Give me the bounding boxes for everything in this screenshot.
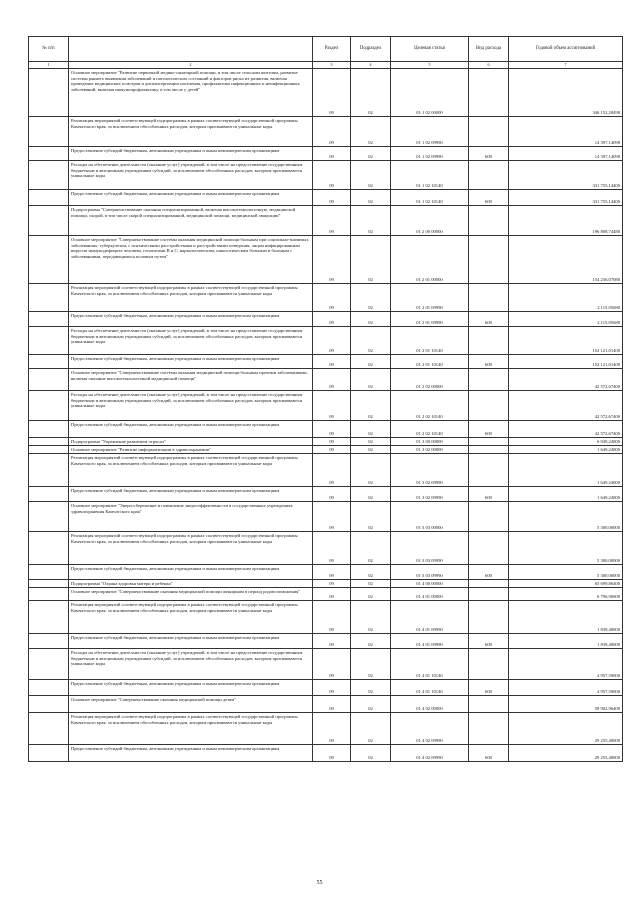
- table-row: [29, 601, 623, 634]
- cell-podrazdel: 02: [351, 696, 391, 713]
- cell-name: Основное мероприятие "Развитие первичной медико-санитарной помощи, в том числе сельским жителям, развитие системы раннего выявления заболеваний и патологических состояний и факторов риска их развития, включая проведение медицинских осмотров и диспансеризации населения, профилактика инфекционных и неинфекционных заболеваний, включая иммунопрофилактику, в том числе у детей": [69, 69, 313, 117]
- col-number: 7: [509, 62, 623, 69]
- cell-target-article: 01 1 02 09990: [391, 147, 469, 161]
- cell-name: Подпрограмма "Охрана здоровья матери и ребенка": [69, 580, 313, 588]
- header-razdel: Раздел: [313, 37, 351, 62]
- cell-name: Основное мероприятие "Энергосбережение и повышение энергоэффективности в государственных учреждениях здравоохранения Камчатского края": [69, 502, 313, 532]
- table-row: [29, 565, 623, 580]
- cell-expense-type: [469, 502, 509, 532]
- cell-name: Подпрограмма "Управление развитием отрасли": [69, 438, 313, 446]
- cell-podrazdel: 02: [351, 284, 391, 312]
- cell-target-article: 01 3 02 09990: [391, 487, 469, 502]
- cell-expense-type: [469, 391, 509, 421]
- cell-razdel: 09: [313, 327, 351, 355]
- cell-razdel: 09: [313, 147, 351, 161]
- cell-podrazdel: 02: [351, 649, 391, 680]
- cell-annual-volume: 58 902,96400: [509, 696, 623, 713]
- cell-no: [29, 580, 69, 588]
- table-row: [29, 236, 623, 284]
- cell-podrazdel: 02: [351, 713, 391, 745]
- table-row: [29, 355, 623, 369]
- cell-podrazdel: 02: [351, 565, 391, 580]
- cell-name: Предоставление субсидий бюджетным, автономным учреждениям и иным некоммерческим организациям: [69, 190, 313, 206]
- cell-name: Предоставление субсидий бюджетным, автономным учреждениям и иным некоммерческим организациям: [69, 565, 313, 580]
- cell-no: [29, 369, 69, 391]
- cell-target-article: 01 2 02 10140: [391, 421, 469, 438]
- cell-target-article: 01 2 02 10140: [391, 391, 469, 421]
- cell-name: Предоставление субсидий бюджетным, автономным учреждениям и иным некоммерческим организациям: [69, 312, 313, 327]
- cell-name: Предоставление субсидий бюджетным, автономным учреждениям и иным некоммерческим организациям: [69, 745, 313, 762]
- column-number-row: [29, 62, 623, 69]
- cell-podrazdel: 02: [351, 161, 391, 190]
- cell-name: Основное мероприятие "Совершенствование системы оказания медицинской помощи больным прочими заболеваниями, включая оказание высокотехнологичной медицинской помощи": [69, 369, 313, 391]
- cell-razdel: 09: [313, 713, 351, 745]
- cell-name: Основное мероприятие "Совершенствование системы оказания медицинской помощи больным при социально-значимых заболеваниях: туберкулезом, с психическими расстройствами и расстройствами поведения, лицам инфицированным вирусом иммунодефицита человека, гепатитами В и С, наркологическим, онкологическим больным и больным с заболеваниями, передающимися половым путем": [69, 236, 313, 284]
- cell-no: [29, 532, 69, 565]
- cell-annual-volume: 2 115,05680: [509, 312, 623, 327]
- cell-annual-volume: 152 121,01400: [509, 327, 623, 355]
- header-expense-type: Вид расхода: [469, 37, 509, 62]
- cell-no: [29, 117, 69, 147]
- cell-annual-volume: 65 699,86400: [509, 580, 623, 588]
- cell-target-article: 01 4 01 09990: [391, 634, 469, 649]
- cell-annual-volume: 29 255,40000: [509, 745, 623, 762]
- cell-razdel: 09: [313, 454, 351, 487]
- cell-podrazdel: 02: [351, 312, 391, 327]
- cell-razdel: 09: [313, 161, 351, 190]
- cell-no: [29, 438, 69, 446]
- cell-podrazdel: 02: [351, 446, 391, 454]
- cell-name: Основное мероприятие "Совершенствование оказания медицинской помощи детям": [69, 696, 313, 713]
- cell-name: Реализация мероприятий соответствующей подпрограммы в рамках соответствующей государственной программы Камчатского края, за исключением обособленных расходов, которым присваиваются уникальные коды: [69, 284, 313, 312]
- cell-podrazdel: 02: [351, 487, 391, 502]
- cell-razdel: 09: [313, 502, 351, 532]
- cell-expense-type: [469, 117, 509, 147]
- cell-expense-type: [469, 601, 509, 634]
- cell-annual-volume: 6 949,24000: [509, 438, 623, 446]
- cell-razdel: 09: [313, 745, 351, 762]
- col-number: 6: [469, 62, 509, 69]
- cell-no: [29, 190, 69, 206]
- cell-expense-type: 600: [469, 680, 509, 696]
- table-row: [29, 580, 623, 588]
- cell-expense-type: 600: [469, 745, 509, 762]
- table-row: [29, 284, 623, 312]
- cell-annual-volume: 5 300,00000: [509, 532, 623, 565]
- cell-target-article: 01 2 01 00000: [391, 236, 469, 284]
- table-row: [29, 147, 623, 161]
- cell-expense-type: [469, 446, 509, 454]
- cell-expense-type: 600: [469, 312, 509, 327]
- cell-expense-type: 600: [469, 190, 509, 206]
- cell-expense-type: [469, 69, 509, 117]
- cell-expense-type: [469, 580, 509, 588]
- cell-podrazdel: 02: [351, 502, 391, 532]
- cell-target-article: 01 4 02 00000: [391, 696, 469, 713]
- cell-no: [29, 502, 69, 532]
- table-row: [29, 649, 623, 680]
- cell-target-article: 01 3 03 09990: [391, 565, 469, 580]
- cell-target-article: 01 2 01 09990: [391, 284, 469, 312]
- cell-target-article: 01 4 02 09990: [391, 745, 469, 762]
- cell-target-article: 01 2 00 00000: [391, 206, 469, 236]
- cell-annual-volume: 196 808,74480: [509, 206, 623, 236]
- cell-razdel: 09: [313, 312, 351, 327]
- cell-podrazdel: 02: [351, 634, 391, 649]
- cell-podrazdel: 02: [351, 438, 391, 446]
- cell-target-article: 01 4 02 09990: [391, 713, 469, 745]
- cell-podrazdel: 02: [351, 532, 391, 565]
- cell-no: [29, 634, 69, 649]
- cell-target-article: 01 4 01 10140: [391, 649, 469, 680]
- cell-razdel: 09: [313, 236, 351, 284]
- cell-annual-volume: 1 649,24000: [509, 446, 623, 454]
- cell-no: [29, 680, 69, 696]
- cell-podrazdel: 02: [351, 588, 391, 601]
- cell-podrazdel: 02: [351, 680, 391, 696]
- cell-razdel: 09: [313, 117, 351, 147]
- cell-annual-volume: 14 397,14098: [509, 147, 623, 161]
- cell-annual-volume: 152 121,01400: [509, 355, 623, 369]
- cell-razdel: 09: [313, 588, 351, 601]
- cell-podrazdel: 02: [351, 745, 391, 762]
- cell-name: Реализация мероприятий соответствующей подпрограммы в рамках соответствующей государственной программы Камчатского края, за исключением обособленных расходов, которым присваиваются уникальные коды: [69, 117, 313, 147]
- cell-razdel: 09: [313, 565, 351, 580]
- cell-razdel: 09: [313, 369, 351, 391]
- cell-podrazdel: 02: [351, 117, 391, 147]
- cell-target-article: 01 1 02 09990: [391, 117, 469, 147]
- cell-no: [29, 206, 69, 236]
- cell-annual-volume: 4 957,50000: [509, 680, 623, 696]
- cell-name: Подпрограмма "Совершенствование оказания специализированной, включая высокотехнологичную, медицинской помощи, скорой, в том числе скорой специализированной, медицинской помощи, медицинской эвакуации": [69, 206, 313, 236]
- cell-target-article: 01 1 02 10140: [391, 161, 469, 190]
- cell-razdel: 09: [313, 438, 351, 446]
- cell-no: [29, 312, 69, 327]
- cell-razdel: 09: [313, 487, 351, 502]
- page-number: 55: [316, 880, 323, 886]
- cell-no: [29, 147, 69, 161]
- cell-name: Предоставление субсидий бюджетным, автономным учреждениям и иным некоммерческим организациям: [69, 355, 313, 369]
- cell-podrazdel: 02: [351, 327, 391, 355]
- cell-name: Реализация мероприятий соответствующей подпрограммы в рамках соответствующей государственной программы Камчатского края, за исключением обособленных расходов, которым присваиваются уникальные коды: [69, 601, 313, 634]
- cell-expense-type: [469, 649, 509, 680]
- table-row: [29, 69, 623, 117]
- cell-target-article: 01 3 02 09990: [391, 454, 469, 487]
- header-podrazdel: Подраздел: [351, 37, 391, 62]
- cell-expense-type: 600: [469, 355, 509, 369]
- table-row: [29, 206, 623, 236]
- cell-podrazdel: 02: [351, 147, 391, 161]
- cell-annual-volume: 5 300,00000: [509, 565, 623, 580]
- cell-expense-type: 600: [469, 565, 509, 580]
- table-row: [29, 634, 623, 649]
- cell-no: [29, 355, 69, 369]
- cell-no: [29, 487, 69, 502]
- cell-target-article: 01 2 01 10140: [391, 327, 469, 355]
- cell-expense-type: [469, 236, 509, 284]
- budget-table: [28, 36, 623, 762]
- cell-expense-type: [469, 713, 509, 745]
- cell-target-article: 01 3 00 00000: [391, 438, 469, 446]
- cell-podrazdel: 02: [351, 190, 391, 206]
- cell-razdel: 09: [313, 580, 351, 588]
- cell-no: [29, 327, 69, 355]
- cell-no: [29, 236, 69, 284]
- cell-annual-volume: 2 115,05680: [509, 284, 623, 312]
- table-body: [29, 69, 623, 762]
- cell-razdel: 09: [313, 421, 351, 438]
- table-row: [29, 312, 623, 327]
- header-name: [69, 37, 313, 62]
- cell-podrazdel: 02: [351, 454, 391, 487]
- cell-expense-type: 600: [469, 487, 509, 502]
- cell-expense-type: [469, 454, 509, 487]
- cell-razdel: 09: [313, 206, 351, 236]
- header-annual-volume: Годовой объем ассигнований: [509, 37, 623, 62]
- cell-name: Предоставление субсидий бюджетным, автономным учреждениям и иным некоммерческим организациям: [69, 147, 313, 161]
- table-row: [29, 745, 623, 762]
- header-target-article: Целевая статья: [391, 37, 469, 62]
- col-number: 5: [391, 62, 469, 69]
- cell-expense-type: [469, 327, 509, 355]
- cell-expense-type: [469, 284, 509, 312]
- cell-razdel: 09: [313, 649, 351, 680]
- cell-name: Основное мероприятие "Совершенствование оказания медицинской помощи женщинам в период родовспоможения": [69, 588, 313, 601]
- cell-target-article: 01 4 01 00000: [391, 588, 469, 601]
- cell-podrazdel: 02: [351, 369, 391, 391]
- cell-razdel: 09: [313, 391, 351, 421]
- cell-target-article: 01 4 01 10140: [391, 680, 469, 696]
- cell-no: [29, 161, 69, 190]
- cell-no: [29, 391, 69, 421]
- cell-razdel: 09: [313, 680, 351, 696]
- cell-razdel: 09: [313, 69, 351, 117]
- cell-razdel: 09: [313, 284, 351, 312]
- cell-name: Реализация мероприятий соответствующей подпрограммы в рамках соответствующей государственной программы Камчатского края, за исключением обособленных расходов, которым присваиваются уникальные коды: [69, 713, 313, 745]
- cell-name: Расходы на обеспечение деятельности (оказание услуг) учреждений, в том числе на предоставление государственным бюджетным и автономным учреждениям субсидий, за исключением обособленных расходов, которым присваиваются уникальные коды: [69, 649, 313, 680]
- cell-razdel: 09: [313, 532, 351, 565]
- table-row: [29, 438, 623, 446]
- cell-podrazdel: 02: [351, 236, 391, 284]
- cell-annual-volume: 5 300,00000: [509, 502, 623, 532]
- cell-name: Расходы на обеспечение деятельности (оказание услуг) учреждений, в том числе на предоставление государственным бюджетным и автономным учреждениям субсидий, за исключением обособленных расходов, которым присваиваются уникальные коды: [69, 391, 313, 421]
- cell-no: [29, 421, 69, 438]
- cell-razdel: 09: [313, 634, 351, 649]
- table-row: [29, 502, 623, 532]
- cell-expense-type: 600: [469, 421, 509, 438]
- cell-annual-volume: 42 572,67400: [509, 421, 623, 438]
- cell-annual-volume: 1 839,40000: [509, 634, 623, 649]
- table-row: [29, 369, 623, 391]
- table-header-row: [29, 37, 623, 62]
- cell-podrazdel: 02: [351, 391, 391, 421]
- cell-expense-type: [469, 161, 509, 190]
- table-row: [29, 696, 623, 713]
- table-row: [29, 680, 623, 696]
- cell-no: [29, 284, 69, 312]
- cell-annual-volume: 1 839,40000: [509, 601, 623, 634]
- col-number: 4: [351, 62, 391, 69]
- cell-no: [29, 565, 69, 580]
- cell-name: Предоставление субсидий бюджетным, автономным учреждениям и иным некоммерческим организациям: [69, 487, 313, 502]
- cell-expense-type: 600: [469, 634, 509, 649]
- table-row: [29, 421, 623, 438]
- cell-annual-volume: 42 572,67400: [509, 369, 623, 391]
- cell-podrazdel: 02: [351, 580, 391, 588]
- cell-name: Предоставление субсидий бюджетным, автономным учреждениям и иным некоммерческим организациям: [69, 634, 313, 649]
- cell-target-article: 01 3 03 09990: [391, 532, 469, 565]
- cell-expense-type: [469, 532, 509, 565]
- table-row: [29, 391, 623, 421]
- cell-razdel: 09: [313, 446, 351, 454]
- table-row: [29, 713, 623, 745]
- cell-expense-type: [469, 206, 509, 236]
- cell-annual-volume: 42 572,67400: [509, 391, 623, 421]
- cell-annual-volume: 4 957,50000: [509, 649, 623, 680]
- cell-expense-type: [469, 696, 509, 713]
- cell-razdel: 09: [313, 696, 351, 713]
- col-number: 1: [29, 62, 69, 69]
- table-row: [29, 327, 623, 355]
- cell-annual-volume: 154 236,07080: [509, 236, 623, 284]
- cell-target-article: 01 2 01 09990: [391, 312, 469, 327]
- cell-target-article: 01 3 03 00000: [391, 502, 469, 532]
- table-row: [29, 446, 623, 454]
- cell-annual-volume: 331 755,14400: [509, 161, 623, 190]
- cell-no: [29, 696, 69, 713]
- cell-no: [29, 601, 69, 634]
- document-page: [28, 36, 622, 762]
- cell-name: Основное мероприятие "Развитие информатизации в здравоохранении": [69, 446, 313, 454]
- col-number: 2: [69, 62, 313, 69]
- cell-expense-type: [469, 369, 509, 391]
- cell-razdel: 09: [313, 355, 351, 369]
- cell-podrazdel: 02: [351, 421, 391, 438]
- cell-name: Расходы на обеспечение деятельности (оказание услуг) учреждений, в том числе на предоставление государственным бюджетным и автономным учреждениям субсидий, за исключением обособленных расходов, которым присваиваются уникальные коды: [69, 327, 313, 355]
- table-row: [29, 532, 623, 565]
- cell-name: Предоставление субсидий бюджетным, автономным учреждениям и иным некоммерческим организациям: [69, 421, 313, 438]
- cell-expense-type: [469, 438, 509, 446]
- cell-name: Реализация мероприятий соответствующей подпрограммы в рамках соответствующей государственной программы Камчатского края, за исключением обособленных расходов, которым присваиваются уникальные коды: [69, 532, 313, 565]
- cell-podrazdel: 02: [351, 355, 391, 369]
- cell-target-article: 01 4 00 00000: [391, 580, 469, 588]
- cell-annual-volume: 29 255,40000: [509, 713, 623, 745]
- cell-annual-volume: 1 649,24000: [509, 487, 623, 502]
- table-row: [29, 454, 623, 487]
- cell-annual-volume: 14 397,14098: [509, 117, 623, 147]
- cell-annual-volume: 1 649,24000: [509, 454, 623, 487]
- table-row: [29, 588, 623, 601]
- cell-podrazdel: 02: [351, 601, 391, 634]
- table-row: [29, 117, 623, 147]
- cell-razdel: 09: [313, 601, 351, 634]
- cell-no: [29, 745, 69, 762]
- cell-no: [29, 69, 69, 117]
- cell-annual-volume: 331 755,14400: [509, 190, 623, 206]
- cell-target-article: 01 3 02 00000: [391, 446, 469, 454]
- cell-target-article: 01 2 02 00000: [391, 369, 469, 391]
- header-no: № п/п: [29, 37, 69, 62]
- cell-target-article: 01 4 01 09990: [391, 601, 469, 634]
- cell-podrazdel: 02: [351, 206, 391, 236]
- cell-podrazdel: 02: [351, 69, 391, 117]
- cell-expense-type: [469, 588, 509, 601]
- cell-annual-volume: 346 152,28498: [509, 69, 623, 117]
- cell-no: [29, 649, 69, 680]
- cell-no: [29, 454, 69, 487]
- cell-name: Расходы на обеспечение деятельности (оказание услуг) учреждений, в том числе на предоставление государственным бюджетным и автономным учреждениям субсидий, за исключением обособленных расходов, которым присваиваются уникальные коды: [69, 161, 313, 190]
- cell-target-article: 01 2 01 10140: [391, 355, 469, 369]
- table-row: [29, 190, 623, 206]
- cell-expense-type: 600: [469, 147, 509, 161]
- cell-razdel: 09: [313, 190, 351, 206]
- cell-target-article: 01 1 02 00000: [391, 69, 469, 117]
- cell-no: [29, 588, 69, 601]
- cell-no: [29, 446, 69, 454]
- cell-target-article: 01 1 02 10140: [391, 190, 469, 206]
- table-row: [29, 487, 623, 502]
- cell-name: Предоставление субсидий бюджетным, автономным учреждениям и иным некоммерческим организациям: [69, 680, 313, 696]
- col-number: 3: [313, 62, 351, 69]
- table-row: [29, 161, 623, 190]
- cell-name: Реализация мероприятий соответствующей подпрограммы в рамках соответствующей государственной программы Камчатского края, за исключением обособленных расходов, которым присваиваются уникальные коды: [69, 454, 313, 487]
- cell-no: [29, 713, 69, 745]
- cell-annual-volume: 6 796,90000: [509, 588, 623, 601]
